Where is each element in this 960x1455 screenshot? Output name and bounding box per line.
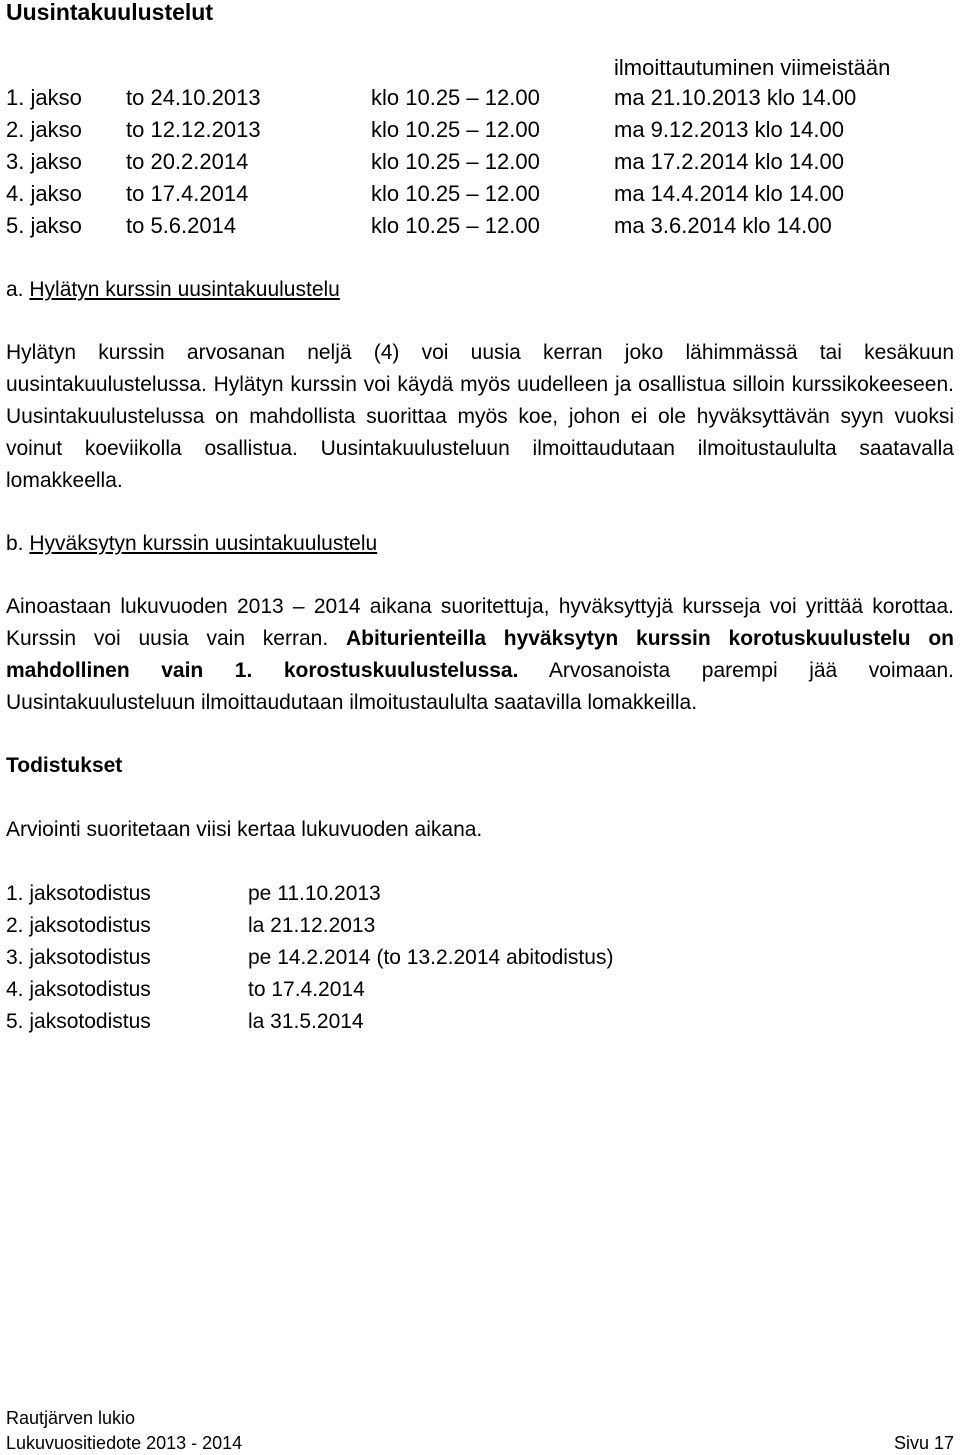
- footer-line: [6, 1431, 954, 1455]
- section-a-title: Hylätyn kurssin uusintakuulustelu: [29, 278, 340, 301]
- certificate-row: [0, 1006, 960, 1038]
- registration-deadline-header: ilmoittautuminen viimeistään: [614, 55, 891, 80]
- schedule-registration: ma 9.12.2013 klo 14.00: [614, 117, 844, 142]
- retakes-heading: Uusintakuulustelut: [6, 0, 214, 25]
- section-b-marker: b.: [6, 532, 24, 555]
- certificate-name: 5. jaksotodistus: [6, 1010, 151, 1033]
- certificate-name: 2. jaksotodistus: [6, 914, 151, 937]
- certificate-date: pe 11.10.2013: [248, 882, 381, 905]
- footer-document: Lukuvuositiedote 2013 - 2014: [6, 1433, 243, 1453]
- footer-school: Rautjärven lukio: [6, 1408, 136, 1428]
- page-number: Sivu 17: [893, 1433, 954, 1453]
- schedule-time: klo 10.25 – 12.00: [371, 181, 540, 206]
- schedule-row: [0, 114, 960, 146]
- schedule-date: to 12.12.2013: [126, 117, 261, 142]
- schedule-date: to 20.2.2014: [126, 149, 249, 174]
- section-a-marker: a.: [6, 278, 24, 301]
- schedule-period: 1. jakso: [6, 85, 82, 110]
- schedule-date: to 5.6.2014: [126, 213, 237, 238]
- section-b-heading: [6, 530, 377, 558]
- schedule-registration: ma 14.4.2014 klo 14.00: [614, 181, 844, 206]
- schedule-registration: ma 21.10.2013 klo 14.00: [614, 85, 857, 110]
- certificate-date: to 17.4.2014: [248, 978, 365, 1001]
- certificate-row: [0, 910, 960, 942]
- section-b-text: Ainoastaan lukuvuoden 2013 – 2014 aikana suoritettuja, hyväksyttyjä kursseja voi yrittää korottaa. Kurssin voi uusia vain kerran.: [6, 595, 954, 650]
- certificate-date: la 21.12.2013: [248, 914, 376, 937]
- certificate-name: 3. jaksotodistus: [6, 946, 151, 969]
- section-b-title: Hyväksytyn kurssin uusintakuulustelu: [29, 532, 378, 555]
- certificate-name: 1. jaksotodistus: [6, 882, 151, 905]
- schedule-time: klo 10.25 – 12.00: [371, 149, 540, 174]
- certificates-intro: Arviointi suoritetaan viisi kertaa lukuvuoden aikana.: [6, 818, 483, 841]
- schedule-row: [0, 178, 960, 210]
- certificate-name: 4. jaksotodistus: [6, 978, 151, 1001]
- schedule-period: 3. jakso: [6, 149, 82, 174]
- certificates-heading: Todistukset: [6, 754, 123, 777]
- section-a-paragraph: Hylätyn kurssin arvosanan neljä (4) voi uusia kerran joko lähimmässä tai kesäkuun uusintakuulustelussa. Hylätyn kurssin voi käydä myös uudelleen ja osallistua silloin kurssikokeeseen. Uusintakuulustelussa on mahdollista suorittaa myös koe, johon ei ole hyväksyttävän syyn vuoksi voinut koeviikolla osallistua. Uusintakuulusteluun ilmoittaudutaan ilmoitustaululta saatavalla lomakkeella.: [6, 341, 954, 492]
- schedule-date: to 24.10.2013: [126, 85, 261, 110]
- certificate-row: [0, 974, 960, 1006]
- schedule-row: [0, 210, 960, 242]
- schedule-row: [0, 146, 960, 178]
- schedule-row: [0, 82, 960, 114]
- schedule-registration: ma 3.6.2014 klo 14.00: [614, 213, 832, 238]
- section-b-paragraph: [6, 591, 954, 719]
- section-b-text-end: Arvosanoista parempi jää voimaan. Uusintakuulusteluun ilmoittaudutaan ilmoitustaululta saatavilla lomakkeilla.: [6, 659, 954, 714]
- schedule-date: to 17.4.2014: [126, 181, 249, 206]
- schedule-period: 5. jakso: [6, 213, 82, 238]
- certificate-date: la 31.5.2014: [248, 1010, 364, 1033]
- certificate-date: pe 14.2.2014 (to 13.2.2014 abitodistus): [248, 946, 614, 969]
- schedule-period: 2. jakso: [6, 117, 82, 142]
- schedule-time: klo 10.25 – 12.00: [371, 213, 540, 238]
- schedule-time: klo 10.25 – 12.00: [371, 117, 540, 142]
- certificate-row: [0, 942, 960, 974]
- section-b-bold-text: Abiturienteilla hyväksytyn kurssin korotuskuulustelu on mahdollinen vain 1. korostuskuulustelussa.: [6, 627, 954, 682]
- schedule-period: 4. jakso: [6, 181, 82, 206]
- section-a-heading: [6, 276, 340, 304]
- schedule-time: klo 10.25 – 12.00: [371, 85, 540, 110]
- certificate-row: [0, 878, 960, 910]
- schedule-registration: ma 17.2.2014 klo 14.00: [614, 149, 844, 174]
